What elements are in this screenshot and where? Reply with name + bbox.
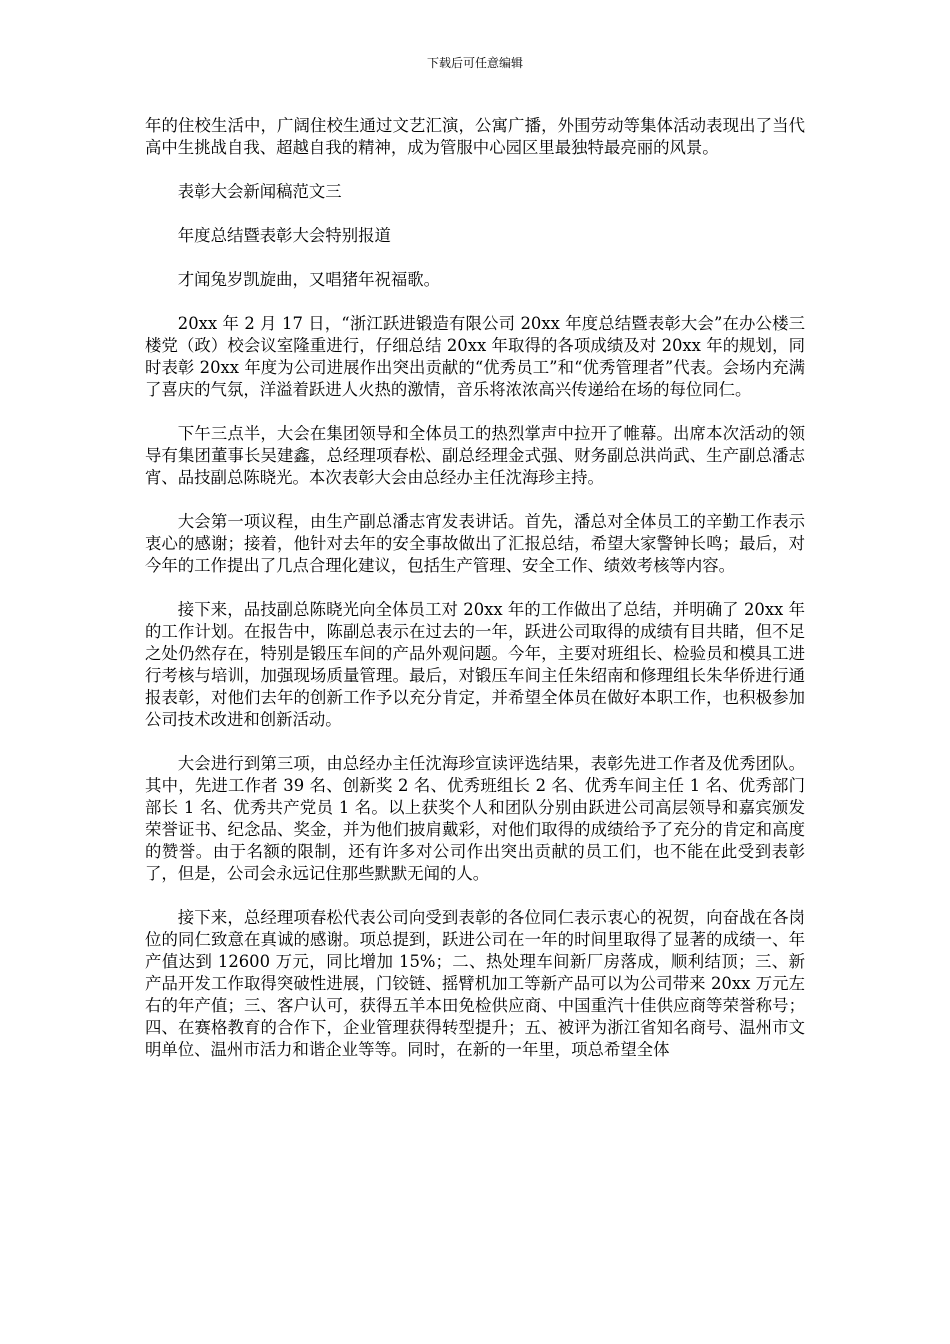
document-body bbox=[145, 115, 805, 1061]
paragraph-6: 下午三点半，大会在集团领导和全体员工的热烈掌声中拉开了帷幕。出席本次活动的领导有集团董事长吴建鑫，总经理项春松、副总经理金式强、财务副总洪尚武、生产副总潘志宵、品技副总陈晓光。本次表彰大会由总经办主任沈海珍主持。 bbox=[145, 424, 805, 487]
paragraph-1: 年的住校生活中，广阔住校生通过文艺汇演，公寓广播，外围劳动等集体活动表现出了当代高中生挑战自我、超越自我的精神，成为管服中心园区里最独特最亮丽的风景。 bbox=[145, 116, 805, 157]
opening-line: 才闻兔岁凯旋曲，又唱猪年祝福歌。 bbox=[177, 270, 441, 289]
paragraph-5: 20xx 年 2 月 17 日，“浙江跃进锻造有限公司 20xx 年度总结暨表彰大会”在办公楼三楼党（政）校会议室隆重进行，仔细总结 20xx 年取得的各项成绩及对 20xx 年的规划，同时表彰 20xx 年度为公司进展作出突出贡献的“优秀员工”和“优秀管理者”代表。会场内充满了喜庆的气氛，洋溢着跃进人火热的激情，音乐将浓浓高兴传递给在场的每位同仁。 bbox=[145, 314, 805, 399]
paragraph-7: 大会第一项议程，由生产副总潘志宵发表讲话。首先，潘总对全体员工的辛勤工作表示衷心的感谢；接着，他针对去年的安全事故做出了汇报总结，希望大家警钟长鸣；最后，对今年的工作提出了几点合理化建议，包括生产管理、安全工作、绩效考核等内容。 bbox=[145, 512, 805, 575]
page-header-note: 下载后可任意编辑 bbox=[426, 56, 523, 70]
report-title: 年度总结暨表彰大会特别报道 bbox=[177, 226, 391, 245]
paragraph-8: 接下来，品技副总陈晓光向全体员工对 20xx 年的工作做出了总结，并明确了 20xx 年的工作计划。在报告中，陈副总表示在过去的一年，跃进公司取得的成绩有目共睹，但不足之处仍然存在，特别是锻压车间的产品外观问题。今年，主要对班组长、检验员和模具工进行考核与培训，加强现场质量管理。最后，对锻压车间主任朱绍南和修理组长朱华侨进行通报表彰，对他们去年的创新工作予以充分肯定，并希望全体员在做好本职工作，也积极参加公司技术改进和创新活动。 bbox=[145, 600, 805, 729]
section-title: 表彰大会新闻稿范文三 bbox=[177, 182, 342, 201]
paragraph-10: 接下来，总经理项春松代表公司向受到表彰的各位同仁表示衷心的祝贺，向奋战在各岗位的同仁致意在真诚的感谢。项总提到，跃进公司在一年的时间里取得了显著的成绩一、年产值达到 12600 万元，同比增加 15%；二、热处理车间新厂房落成，顺利结顶；三、新产品开发工作取得突破性进展，门铰链、摇臂机加工等新产品可以为公司带来 20xx 万元左右的年产值；三、客户认可，获得五羊本田免检供应商、中国重汽十佳供应商等荣誉称号；四、在赛格教育的合作下，企业管理获得转型提升；五、被评为浙江省知名商号、温州市文明单位、温州市活力和谐企业等等。同时，在新的一年里，项总希望全体 bbox=[145, 908, 805, 1059]
paragraph-9: 大会进行到第三项，由总经办主任沈海珍宣读评选结果，表彰先进工作者及优秀团队。其中，先进工作者 39 名、创新奖 2 名、优秀班组长 2 名、优秀车间主任 1 名、优秀部门部长 1 名、优秀共产党员 1 名。以上获奖个人和团队分别由跃进公司高层领导和嘉宾颁发荣誉证书、纪念品、奖金，并为他们披肩戴彩，对他们取得的成绩给予了充分的肯定和高度的赞誉。由于名额的限制，还有许多对公司作出突出贡献的员工们，也不能在此受到表彰了，但是，公司会永远记住那些默默无闻的人。 bbox=[145, 754, 805, 883]
